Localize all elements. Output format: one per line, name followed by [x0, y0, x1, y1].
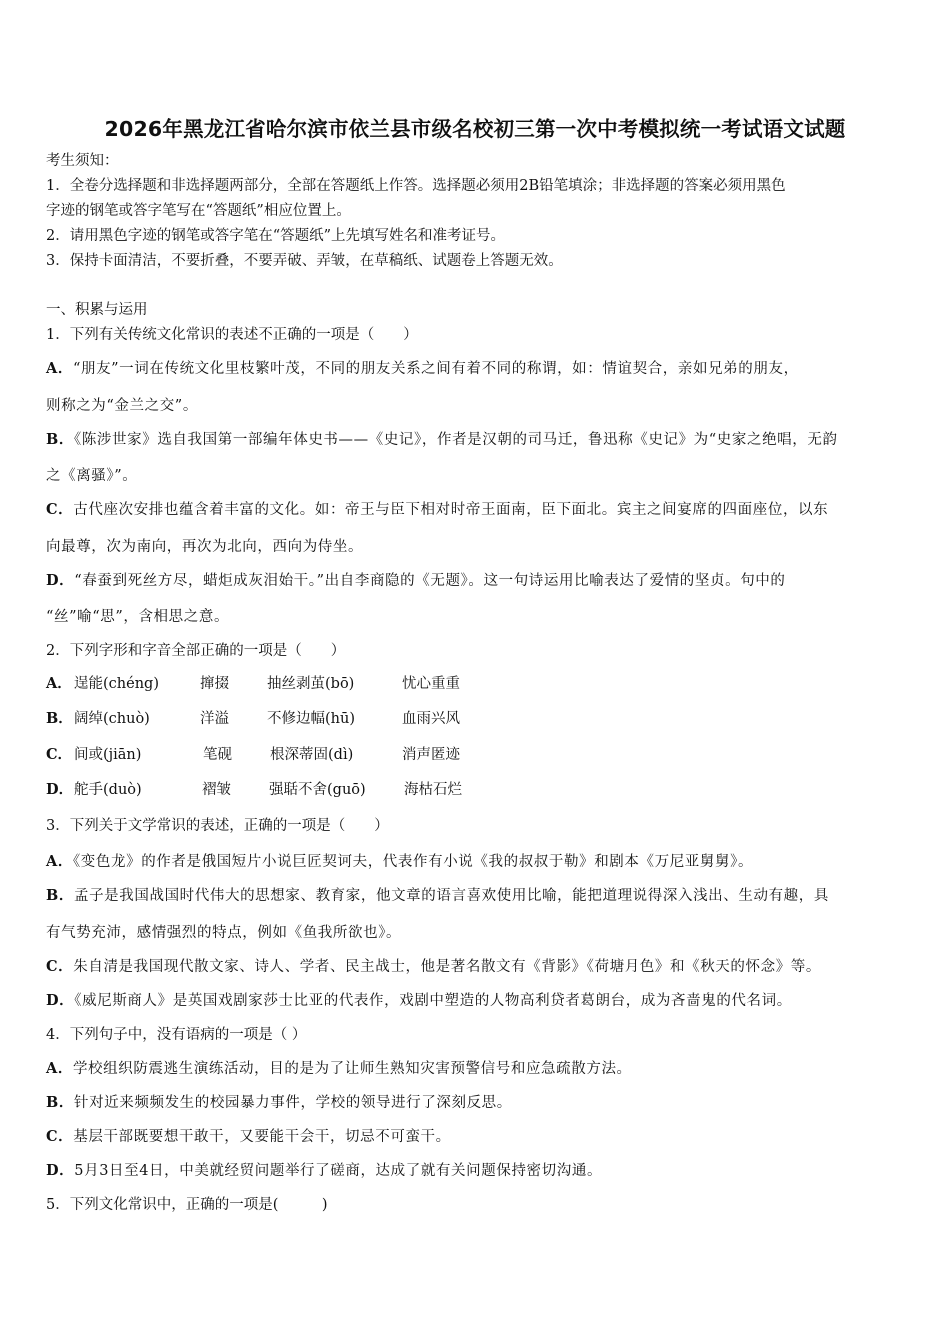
option-text: 孟子是我国战国时代伟大的思想家、教育家，他文章的语言喜欢使用比喻，能把道理说得深入浅出、生动有趣，具 [73, 888, 829, 904]
option-word-2: 笔砚 [203, 747, 232, 763]
q1-option-b-cont: 之《离骚》”。 [46, 468, 138, 484]
q3-option-d [46, 991, 792, 1011]
option-text: 《变色龙》的作者是俄国短片小说巨匠契诃夫，代表作有小说《我的叔叔于勒》和剧本《万尼亚舅舅》。 [72, 854, 754, 870]
option-text: “朋友”一词在传统文化里枝繁叶茂，不同的朋友关系之间有着不同的称谓，如：情谊契合，亲如兄弟的朋友， [72, 361, 799, 377]
option-label: C． [46, 958, 74, 975]
option-text: 5月3日至4日，中美就经贸问题举行了磋商，达成了就有关问题保持密切沟通。 [74, 1163, 603, 1179]
option-label: D． [46, 1162, 75, 1179]
option-word-1: 逞能(chéng) [74, 676, 159, 692]
q2-option-d [46, 780, 506, 802]
notice-item-1-cont: 字迹的钢笔或答字笔写在“答题纸”相应位置上。 [46, 203, 351, 219]
option-label: C． [46, 746, 73, 763]
q4-option-c [46, 1127, 451, 1147]
option-label: B． [46, 431, 74, 448]
option-text: 学校组织防震逃生演练活动，目的是为了让师生熟知灾害预警信号和应急疏散方法。 [72, 1061, 632, 1077]
option-word-2: 撺掇 [200, 676, 229, 692]
question-3-stem: 3．下列关于文学常识的表述，正确的一项是（ ） [46, 818, 389, 834]
q1-option-d-cont: “丝”喻“思”，含相思之意。 [46, 609, 230, 625]
option-label: A． [46, 675, 72, 692]
option-word-1: 舵手(duò) [74, 782, 142, 798]
option-word-3: 抽丝剥茧(bō) [267, 676, 355, 692]
page-title: 2026年黑龙江省哈尔滨市依兰县市级名校初三第一次中考模拟统一考试语文试题 [104, 117, 846, 141]
option-label: C． [46, 1128, 74, 1145]
option-word-1: 阔绰(chuò) [74, 711, 150, 727]
notice-heading: 考生须知： [46, 153, 119, 169]
option-text: 基层干部既要想干敢干，又要能干会干，切忌不可蛮干。 [73, 1129, 451, 1145]
q4-option-b [46, 1093, 512, 1113]
question-4-stem: 4．下列句子中，没有语病的一项是（ ） [46, 1027, 307, 1043]
option-text: “春蚕到死丝方尽，蜡炬成灰泪始干。”出自李商隐的《无题》。这一句诗运用比喻表达了爱情的坚贞。句中的 [74, 573, 786, 589]
option-label: D． [46, 992, 75, 1009]
option-word-3: 不修边幅(hū) [267, 711, 355, 727]
q3-option-b-cont: 有气势充沛，感情强烈的特点，例如《鱼我所欲也》。 [46, 925, 402, 941]
option-label: A． [46, 360, 73, 377]
option-label: B． [46, 710, 73, 727]
q2-option-c [46, 745, 506, 767]
notice-item-2: 2．请用黑色字迹的钢笔或答字笔在“答题纸”上先填写姓名和准考证号。 [46, 228, 506, 244]
option-label: B． [46, 887, 74, 904]
q4-option-d [46, 1161, 602, 1181]
option-word-3: 根深蒂固(dì) [270, 747, 354, 763]
option-word-4: 血雨兴风 [402, 711, 460, 727]
section-heading: 一、积累与运用 [46, 302, 148, 318]
option-word-3: 强聒不舍(guō) [269, 782, 366, 798]
option-label: C． [46, 501, 74, 518]
option-text: 《威尼斯商人》是英国戏剧家莎士比亚的代表作，戏剧中塑造的人物高利贷者葛朗台，成为吝啬鬼的代名词。 [74, 993, 792, 1009]
option-word-2: 洋溢 [200, 711, 229, 727]
q2-option-a [46, 674, 506, 696]
q4-option-a [46, 1059, 632, 1079]
option-word-4: 消声匿迹 [402, 747, 460, 763]
q1-option-c-cont: 向最尊，次为南向，再次为北向，西向为侍坐。 [46, 539, 364, 555]
option-label: D． [46, 572, 75, 589]
question-2-stem: 2．下列字形和字音全部正确的一项是（ ） [46, 643, 346, 659]
q3-option-a [46, 852, 753, 872]
option-text: 《陈涉世家》选自我国第一部编年体史书——《史记》，作者是汉朝的司马迁，鲁迅称《史记》为“史家之绝唱，无韵 [73, 432, 838, 448]
notice-item-3: 3．保持卡面清洁，不要折叠，不要弄破、弄皱，在草稿纸、试题卷上答题无效。 [46, 253, 563, 269]
option-word-4: 海枯石烂 [404, 782, 462, 798]
q1-option-a-cont: 则称之为“金兰之交”。 [46, 398, 198, 414]
option-word-1: 间或(jiān) [74, 747, 142, 763]
option-word-4: 忧心重重 [402, 676, 460, 692]
option-text: 古代座次安排也蕴含着丰富的文化。如：帝王与臣下相对时帝王面南，臣下面北。宾主之间宴席的四面座位，以东 [73, 502, 829, 518]
q2-option-b [46, 709, 506, 731]
q1-option-c [46, 500, 828, 520]
option-label: A． [46, 1060, 73, 1077]
option-label: A． [46, 853, 73, 870]
question-5-stem: 5．下列文化常识中，正确的一项是( ) [46, 1197, 328, 1213]
q1-option-d [46, 571, 786, 591]
q3-option-c [46, 957, 821, 977]
option-label: D． [46, 781, 74, 798]
option-label: B． [46, 1094, 74, 1111]
notice-item-1: 1．全卷分选择题和非选择题两部分，全部在答题纸上作答。选择题必须用2B铅笔填涂；非选择题的答案必须用黑色 [46, 178, 786, 194]
option-word-2: 褶皱 [202, 782, 231, 798]
q3-option-b [46, 886, 829, 906]
question-1-stem: 1．下列有关传统文化常识的表述不正确的一项是（ ） [46, 327, 418, 343]
option-text: 朱自清是我国现代散文家、诗人、学者、民主战士，他是著名散文有《背影》《荷塘月色》和《秋天的怀念》等。 [73, 959, 821, 975]
q1-option-b [46, 430, 838, 450]
option-text: 针对近来频频发生的校园暴力事件，学校的领导进行了深刻反思。 [73, 1095, 512, 1111]
q1-option-a [46, 359, 799, 379]
